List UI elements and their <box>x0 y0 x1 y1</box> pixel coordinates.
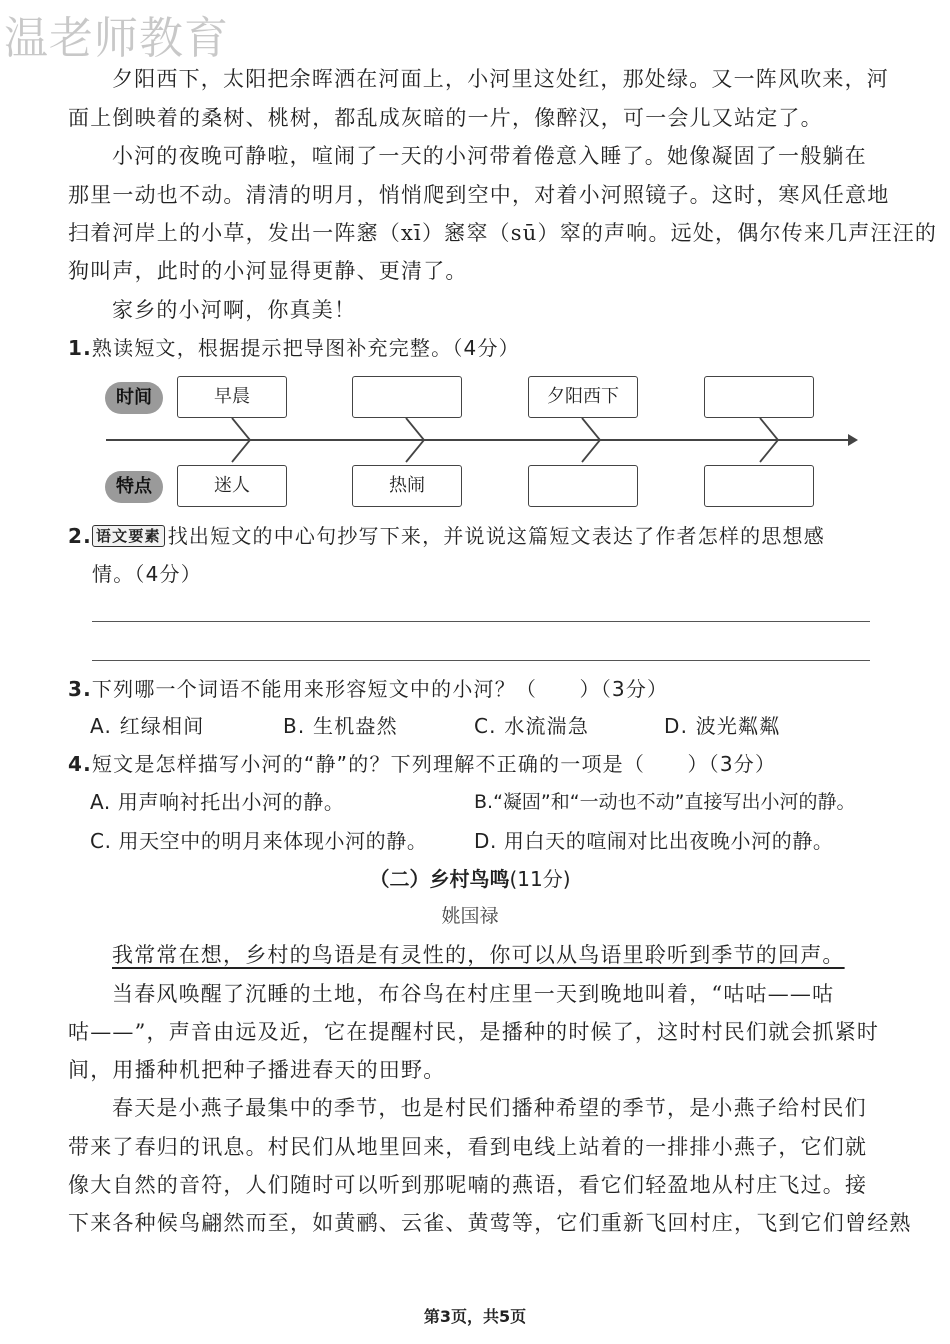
section-name: （二）乡村鸟鸣 <box>369 867 510 891</box>
question-text: 找出短文的中心句抄写下来，并说说这篇短文表达了作者怎样的思想感 <box>167 524 825 548</box>
time-box-1: 早晨 <box>177 376 287 418</box>
question-number: 4. <box>68 752 92 776</box>
option-d[interactable]: D. 波光粼粼 <box>664 714 781 738</box>
question-3 <box>68 674 668 704</box>
answer-line-1[interactable] <box>92 621 870 622</box>
axis-arrowhead <box>848 434 858 446</box>
passage-line: 咕——”，声音由远及近，它在提醒村民，是播种的时候了，这时村民们就会抓紧时 <box>68 1020 880 1044</box>
author: 姚国禄 <box>441 905 499 927</box>
question-2 <box>68 521 825 551</box>
passage-line: 像大自然的音符，人们随时可以听到那呢喃的燕语，看它们轻盈地从村庄飞过。接 <box>68 1173 868 1197</box>
time-box-4-blank[interactable] <box>704 376 814 418</box>
question-1 <box>68 333 520 363</box>
question-number: 1. <box>68 336 92 360</box>
option-a[interactable]: A. 红绿相间 <box>90 714 205 738</box>
option-d[interactable]: D. 用白天的喧闹对比出夜晚小河的静。 <box>474 829 834 853</box>
question-4 <box>68 749 776 779</box>
option-b[interactable]: B.“凝固”和“一动也不动”直接写出小河的静。 <box>474 791 856 813</box>
question-number: 3. <box>68 677 92 701</box>
passage-line: 家乡的小河啊，你真美！ <box>112 298 357 322</box>
passage-line: 夕阳西下，太阳把余晖洒在河面上，小河里这处红，那处绿。又一阵风吹来，河 <box>112 67 889 91</box>
feature-box-3-blank[interactable] <box>528 465 638 507</box>
feature-box-4-blank[interactable] <box>704 465 814 507</box>
passage-line: 扫着河岸上的小草，发出一阵窸（xī）窸窣（sū）窣的声响。远处，偶尔传来几声汪汪的 <box>68 221 938 245</box>
passage-line: 间，用播种机把种子播进春天的田野。 <box>68 1058 446 1082</box>
question-2-cont: 情。（4分） <box>92 562 202 586</box>
feature-box-2: 热闹 <box>352 465 462 507</box>
time-box-3: 夕阳西下 <box>528 376 638 418</box>
page-footer: 第3页，共5页 <box>423 1307 527 1326</box>
question-text: 熟读短文，根据提示把导图补充完整。（4分） <box>91 336 520 360</box>
passage-line: 我常常在想，乡村的鸟语是有灵性的，你可以从鸟语里聆听到季节的回声。 <box>112 943 845 967</box>
option-c[interactable]: C. 用天空中的明月来体现小河的静。 <box>90 829 428 853</box>
passage-line: 那里一动也不动。清清的明月，悄悄爬到空中，对着小河照镜子。这时，寒风任意地 <box>68 183 890 207</box>
section-score: (11分) <box>509 867 571 891</box>
option-b[interactable]: B. 生机盎然 <box>283 714 398 738</box>
passage-line: 下来各种候鸟翩然而至，如黄鹂、云雀、黄莺等，它们重新飞回村庄，飞到它们曾经熟 <box>68 1211 912 1235</box>
option-a[interactable]: A. 用声响衬托出小河的静。 <box>90 790 345 814</box>
option-c[interactable]: C. 水流湍急 <box>474 714 590 738</box>
feature-box-1: 迷人 <box>177 465 287 507</box>
question-text: 下列哪一个词语不能用来形容短文中的小河？（ ）（3分） <box>91 677 669 701</box>
passage-line: 小河的夜晚可静啦，喧闹了一天的小河带着倦意入睡了。她像凝固了一般躺在 <box>112 144 867 168</box>
time-box-2-blank[interactable] <box>352 376 462 418</box>
answer-line-2[interactable] <box>92 660 870 661</box>
passage-line: 春天是小燕子最集中的季节，也是村民们播种希望的季节，是小燕子给村民们 <box>112 1096 867 1120</box>
label-feature: 特点 <box>105 471 163 503</box>
question-text: 短文是怎样描写小河的“静”的？下列理解不正确的一项是（ ）（3分） <box>91 752 777 776</box>
passage-line: 带来了春归的讯息。村民们从地里回来，看到电线上站着的一排排小燕子，它们就 <box>68 1135 868 1159</box>
watermark: 温老师教育 <box>4 13 229 64</box>
label-time: 时间 <box>105 382 163 414</box>
passage-line: 狗叫声，此时的小河显得更静、更清了。 <box>68 259 468 283</box>
question-number: 2. <box>68 524 92 548</box>
skill-tag: 语文要素 <box>92 525 165 547</box>
passage-line: 面上倒映着的桑树、桃树，都乱成灰暗的一片，像醉汉，可一会儿又站定了。 <box>68 106 823 130</box>
passage-line: 当春风唤醒了沉睡的土地，布谷鸟在村庄里一天到晚地叫着，“咕咕——咕 <box>112 982 835 1006</box>
section-title <box>0 864 940 894</box>
